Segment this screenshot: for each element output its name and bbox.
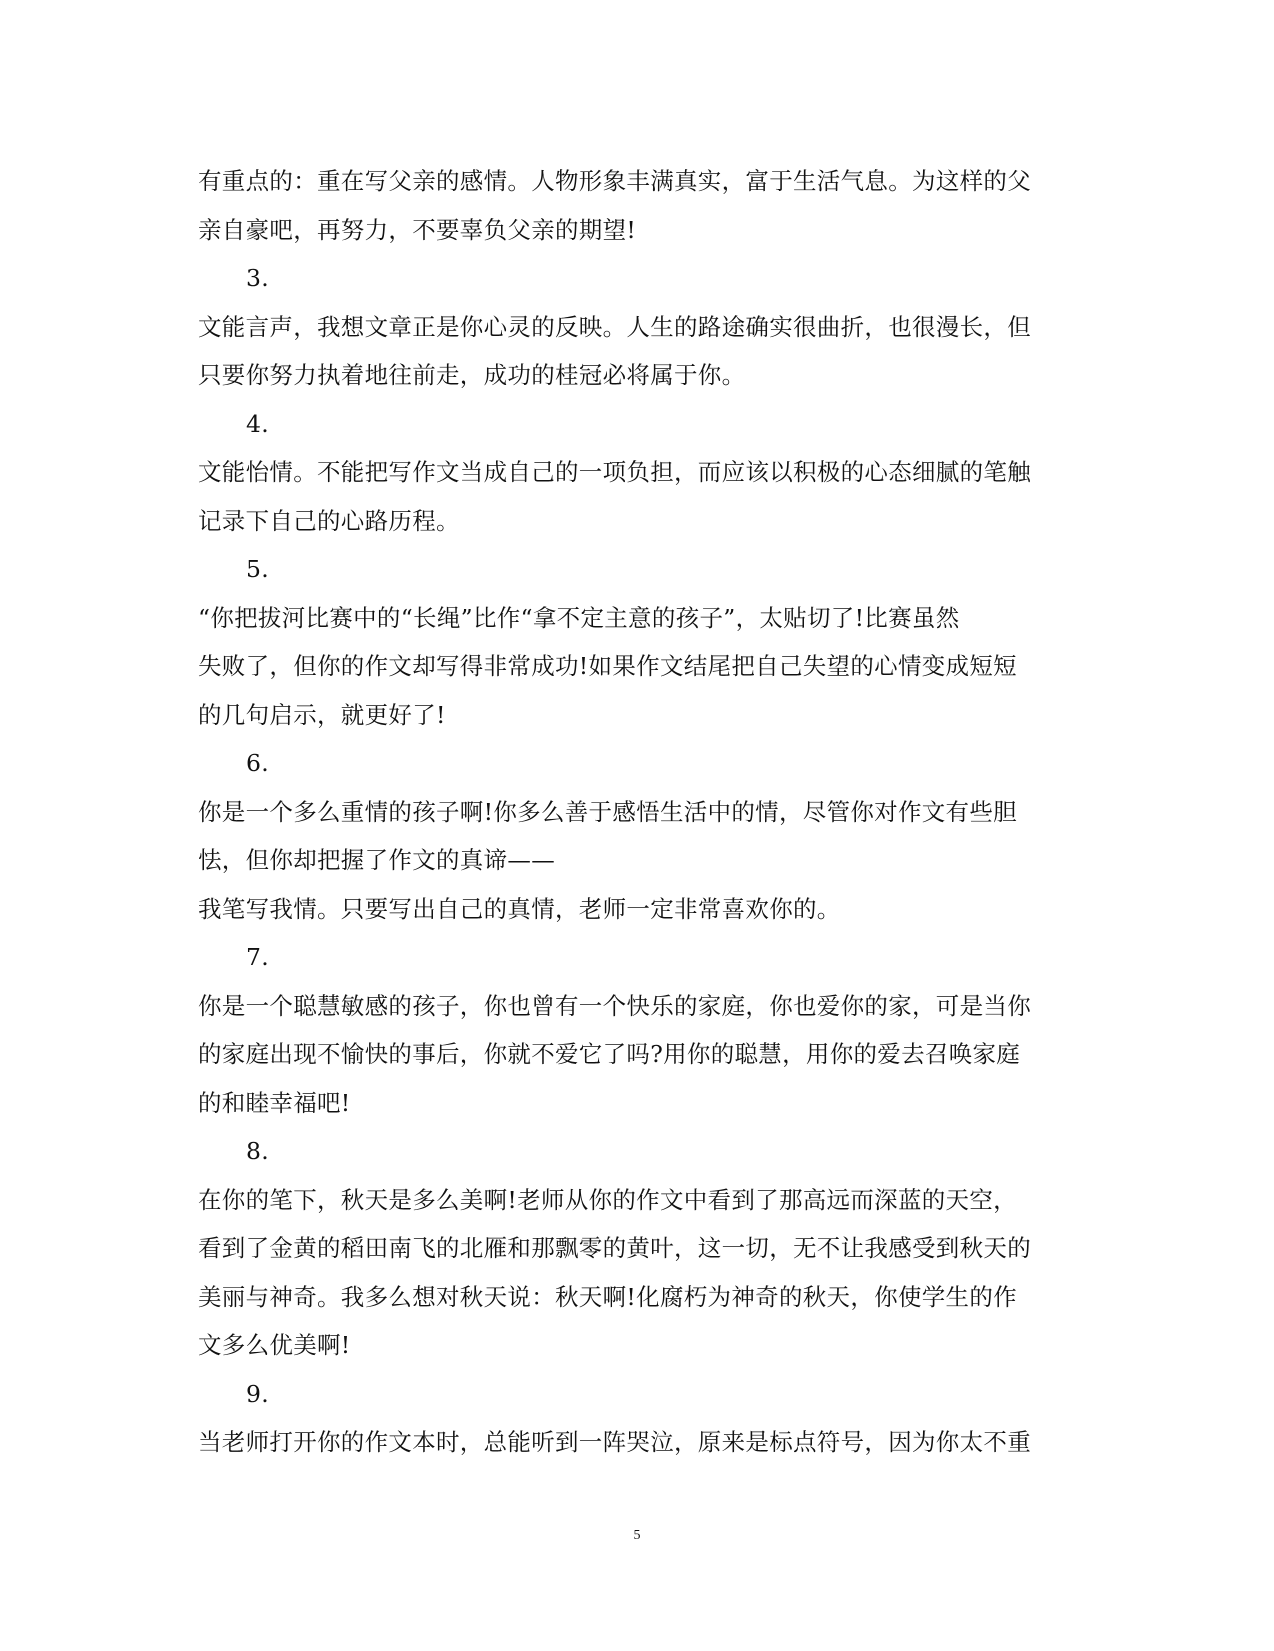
paragraph-line: 怯，但你却把握了作文的真谛——: [198, 846, 555, 874]
paragraph-line: 亲自豪吧，再努力，不要辜负父亲的期望!: [198, 215, 637, 244]
paragraph-line: 的和睦幸福吧!: [198, 1088, 351, 1117]
item-number: 7.: [246, 943, 270, 971]
document-body: [198, 157, 1078, 1467]
paragraph-line: 的家庭出现不愉快的事后，你就不爱它了吗?用你的聪慧，用你的爱去召唤家庭: [198, 1040, 1021, 1068]
item-number: 8.: [246, 1137, 270, 1165]
paragraph-line: 文多么优美啊!: [198, 1331, 351, 1359]
paragraph-line: 文能言声，我想文章正是你心灵的反映。人生的路途确实很曲折，也很漫长，但: [198, 312, 1031, 341]
paragraph-line: 我笔写我情。只要写出自己的真情，老师一定非常喜欢你的。: [198, 894, 841, 923]
page-number: 5: [633, 1528, 641, 1543]
paragraph-line: 有重点的：重在写父亲的感情。人物形象丰满真实，富于生活气息。为这样的父: [198, 167, 1031, 195]
item-number: 4.: [246, 409, 270, 438]
paragraph-line: 当老师打开你的作文本时，总能听到一阵哭泣，原来是标点符号，因为你太不重: [198, 1428, 1031, 1456]
paragraph-line: 美丽与神奇。我多么想对秋天说：秋天啊!化腐朽为神奇的秋天，你使学生的作: [198, 1282, 1017, 1311]
paragraph-line: 你是一个多么重情的孩子啊!你多么善于感悟生活中的情，尽管你对作文有些胆: [198, 797, 1017, 826]
paragraph-line: 看到了金黄的稻田南飞的北雁和那飘零的黄叶，这一切，无不让我感受到秋天的: [198, 1234, 1031, 1262]
paragraph-line: “你把拔河比赛中的“长绳”比作“拿不定主意的孩子”，太贴切了!比赛虽然: [198, 603, 960, 632]
paragraph-line: 文能怡情。不能把写作文当成自己的一项负担，而应该以积极的心态细腻的笔触: [198, 458, 1031, 486]
paragraph-line: 只要你努力执着地往前走，成功的桂冠必将属于你。: [198, 361, 746, 389]
paragraph-line: 记录下自己的心路历程。: [198, 506, 460, 535]
item-number: 3.: [246, 264, 270, 292]
paragraph-line: 失败了，但你的作文却写得非常成功!如果作文结尾把自己失望的心情变成短短: [198, 652, 1017, 680]
paragraph-line: 你是一个聪慧敏感的孩子，你也曾有一个快乐的家庭，你也爱你的家，可是当你: [198, 991, 1031, 1020]
item-number: 9.: [246, 1379, 270, 1408]
item-number: 6.: [246, 749, 270, 777]
paragraph-line: 在你的笔下，秋天是多么美啊!老师从你的作文中看到了那高远而深蓝的天空，: [198, 1185, 1017, 1214]
item-number: 5.: [246, 555, 270, 583]
paragraph-line: 的几句启示，就更好了!: [198, 700, 446, 729]
